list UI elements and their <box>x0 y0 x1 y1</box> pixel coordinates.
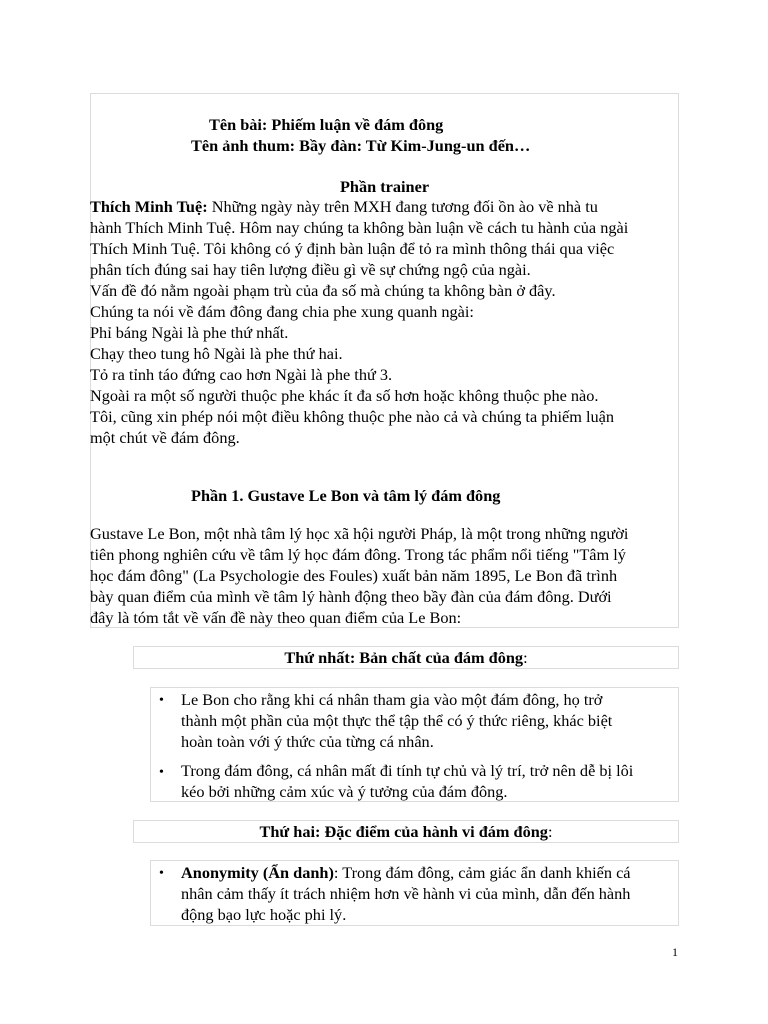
trainer-line: Tôi, cũng xin phép nói một điều không thuộc phe nào cả và chúng ta phiếm luận <box>90 407 615 426</box>
list-item-line: Le Bon cho rằng khi cá nhân tham gia vào một đám đông, họ trở <box>181 690 603 709</box>
part1-line: Gustave Le Bon, một nhà tâm lý học xã hội người Pháp, là một trong những người <box>90 524 629 543</box>
page-number: 1 <box>672 945 678 959</box>
trainer-line: Thích Minh Tuệ. Tôi không có ý định bàn luận để tỏ ra mình thông thái qua việc <box>90 239 615 258</box>
trainer-line: phân tích đúng sai hay tiên lượng điều gì về sự chứng ngộ của ngài. <box>90 260 531 279</box>
thumbnail-title: Tên ảnh thum: Bầy đàn: Từ Kim-Jung-un đến… <box>191 136 531 155</box>
list-item <box>181 689 612 752</box>
part1-line: bày quan điểm của mình về tâm lý hành động theo bầy đàn của đám đông. Dưới <box>90 587 612 606</box>
part1-line: học đám đông" (La Psychologie des Foules) xuất bản năm 1895, Le Bon đã trình <box>90 566 618 585</box>
speaker-name: Thích Minh Tuệ: <box>90 197 208 216</box>
trainer-line: hành Thích Minh Tuệ. Hôm nay chúng ta không bàn luận về cách tu hành của ngài <box>90 218 629 237</box>
trainer-line: Ngoài ra một số người thuộc phe khác ít đa số hơn hoặc không thuộc phe nào. <box>90 386 599 405</box>
bullet-icon: • <box>159 866 164 881</box>
trainer-line: Vấn đề đó nằm ngoài phạm trù của đa số mà chúng ta không bàn ở đây. <box>90 281 556 300</box>
list-item-line: kéo bởi những cảm xúc và ý tưởng của đám đông. <box>181 782 508 801</box>
bullet-icon: • <box>159 765 164 780</box>
trainer-line: một chút về đám đông. <box>90 428 240 447</box>
list-item-line: hoàn toàn với ý thức của từng cá nhân. <box>181 732 434 751</box>
part1-body <box>90 523 628 628</box>
article-title: Tên bài: Phiếm luận về đám đông <box>209 115 444 134</box>
part1-heading: Phần 1. Gustave Le Bon và tâm lý đám đông <box>191 486 501 505</box>
list-item-line: động bạo lực hoặc phi lý. <box>181 905 347 924</box>
part1-line: tiên phong nghiên cứu về tâm lý học đám đông. Trong tác phẩm nổi tiếng "Tâm lý <box>90 545 626 564</box>
trainer-line: Chạy theo tung hô Ngài là phe thứ hai. <box>90 344 343 363</box>
list-item-line: thành một phần của một thực thể tập thể có ý thức riêng, khác biệt <box>181 711 613 730</box>
list-item <box>181 760 633 802</box>
trainer-line: Tỏ ra tỉnh táo đứng cao hơn Ngài là phe thứ 3. <box>90 365 393 384</box>
trainer-line: Phỉ báng Ngài là phe thứ nhất. <box>90 323 289 342</box>
bullet-icon: • <box>159 693 164 708</box>
list-item-line: Trong đám đông, cá nhân mất đi tính tự chủ và lý trí, trở nên dễ bị lôi <box>181 761 634 780</box>
section1-heading: Thứ nhất: Bản chất của đám đông: <box>284 648 528 667</box>
part1-line: đây là tóm tắt về vấn đề này theo quan điểm của Le Bon: <box>90 608 462 627</box>
list-item <box>181 862 631 925</box>
list-item-line: nhân cảm thấy ít trách nhiệm hơn về hành vi của mình, dẫn đến hành <box>181 884 631 903</box>
list-item-term: Anonymity (Ẩn danh) <box>181 863 334 882</box>
trainer-line: Chúng ta nói về đám đông đang chia phe xung quanh ngài: <box>90 302 474 321</box>
trainer-line: Thích Minh Tuệ: Những ngày này trên MXH đang tương đối ồn ào về nhà tu <box>90 197 598 216</box>
list-item-line: Anonymity (Ẩn danh): Trong đám đông, cảm giác ẩn danh khiến cá <box>181 863 631 882</box>
trainer-body <box>90 196 628 448</box>
trainer-heading: Phần trainer <box>339 177 430 196</box>
section2-heading: Thứ hai: Đặc điểm của hành vi đám đông: <box>259 822 553 841</box>
